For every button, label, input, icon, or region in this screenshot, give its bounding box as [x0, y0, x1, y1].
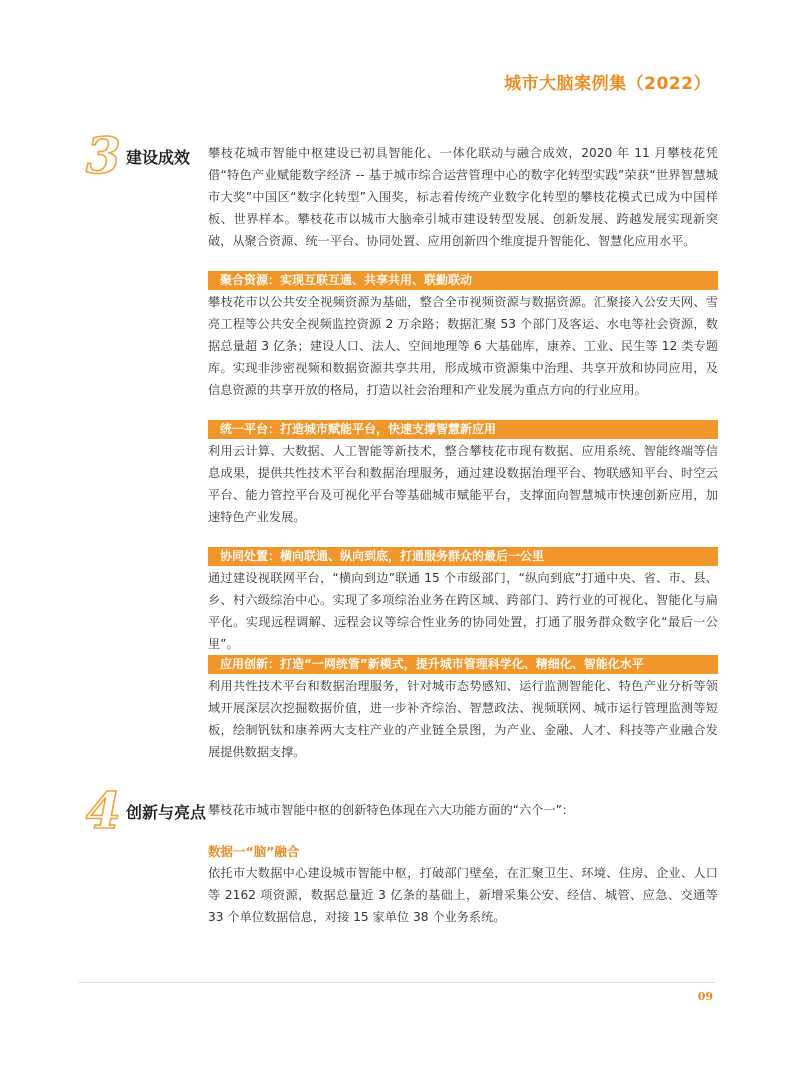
section-3-intro: 攀枝花城市智能中枢建设已初具智能化、一体化联动与融合成效，2020 年 11 月攀枝花凭借“特色产业赋能数字经济 -- 基于城市综合运营管理中心的数字化转型实践”荣获“世界智慧城市大奖”中国区“数字化转型”入围奖，标志着传统产业数字化转型的攀枝花模式已成为中国样板、世界样本。攀枝花市以城市大脑牵引城市建设转型发展、创新发展、跨越发展实现新突破，从聚合资源、统一平台、协同处置、应用创新四个维度提升智能化、智慧化应用水平。: [208, 146, 718, 248]
section-4-label: 创新与亮点: [126, 803, 207, 822]
block-bar-unified-platform: 统一平台：打造城市赋能平台，快速支撑智慧新应用: [208, 420, 718, 439]
header-title: 城市大脑案例集（2022）: [504, 74, 711, 94]
section-3-label: 建设成效: [126, 148, 191, 167]
section-4-heading: [86, 781, 207, 840]
block-text-collaborative-handling: 通过建设视联网平台，“横向到边”联通 15 个市级部门，“纵向到底”打通中央、省、市、县、乡、村六级综治中心。实现了多项综治业务在跨区域、跨部门、跨行业的可视化、智能化与扁平化。实现远程调解、远程会议等综合性业务的协同处置，打通了服务群众数字化“最后一公里”。: [208, 571, 718, 651]
block-text-application-innovation: 利用共性技术平台和数据治理服务，针对城市态势感知、运行监测智能化、特色产业分析等领域开展深层次挖掘数据价值，进一步补齐综治、智慧政法、视频联网、城市运行管理监测等短板，绘制钒钛和康养两大支柱产业的产业链全景图，为产业、金融、人才、科技等产业融合发展提供数据支撑。: [208, 679, 718, 759]
section-4-number: 4: [86, 781, 121, 840]
section-4-subhead: 数据一“脑”融合: [208, 844, 300, 859]
block-bar-aggregate-resources: 聚合资源：实现互联互通、共享共用、联勤联动: [208, 271, 718, 290]
section-4-text: 依托市大数据中心建设城市智能中枢，打破部门壁垒，在汇聚卫生、环境、住房、企业、人口等 2162 项资源，数据总量近 3 亿条的基础上，新增采集公安、经信、城管、应急、交通等 33 个单位数据信息，对接 15 家单位 38 个业务系统。: [208, 866, 718, 924]
block-bar-application-innovation: 应用创新：打造“一网统管”新模式，提升城市管理科学化、精细化、智能化水平: [208, 655, 718, 674]
footer-divider: [78, 982, 715, 983]
section-3-number: 3: [86, 126, 121, 185]
block-text-unified-platform: 利用云计算、大数据、人工智能等新技术，整合攀枝花市现有数据、应用系统、智能终端等信息成果，提供共性技术平台和数据治理服务，通过建设数据治理平台、物联感知平台、时空云平台、能力管控平台及可视化平台等基础城市赋能平台，支撑面向智慧城市快速创新应用，加速特色产业发展。: [208, 444, 718, 524]
section-3-heading: [86, 126, 198, 185]
page-number: 09: [697, 990, 713, 1003]
block-text-aggregate-resources: 攀枝花市以公共安全视频资源为基础，整合全市视频资源与数据资源。汇聚接入公安天网、雪亮工程等公共安全视频监控资源 2 万余路；数据汇聚 53 个部门及客运、水电等社会资源，数据总量超 3 亿条；建设人口、法人、空间地理等 6 大基础库，康养、工业、民生等 12 类专题库。实现非涉密视频和数据资源共享共用，形成城市资源集中治理、共享开放和协同应用，及信息资源的共享开放的格局，打造以社会治理和产业发展为重点方向的行业应用。: [208, 295, 718, 397]
block-bar-collaborative-handling: 协同处置：横向联通、纵向到底，打通服务群众的最后一公里: [208, 547, 718, 566]
section-4-intro: 攀枝花市城市智能中枢的创新特色体现在六大功能方面的“六个一”：: [208, 803, 575, 817]
